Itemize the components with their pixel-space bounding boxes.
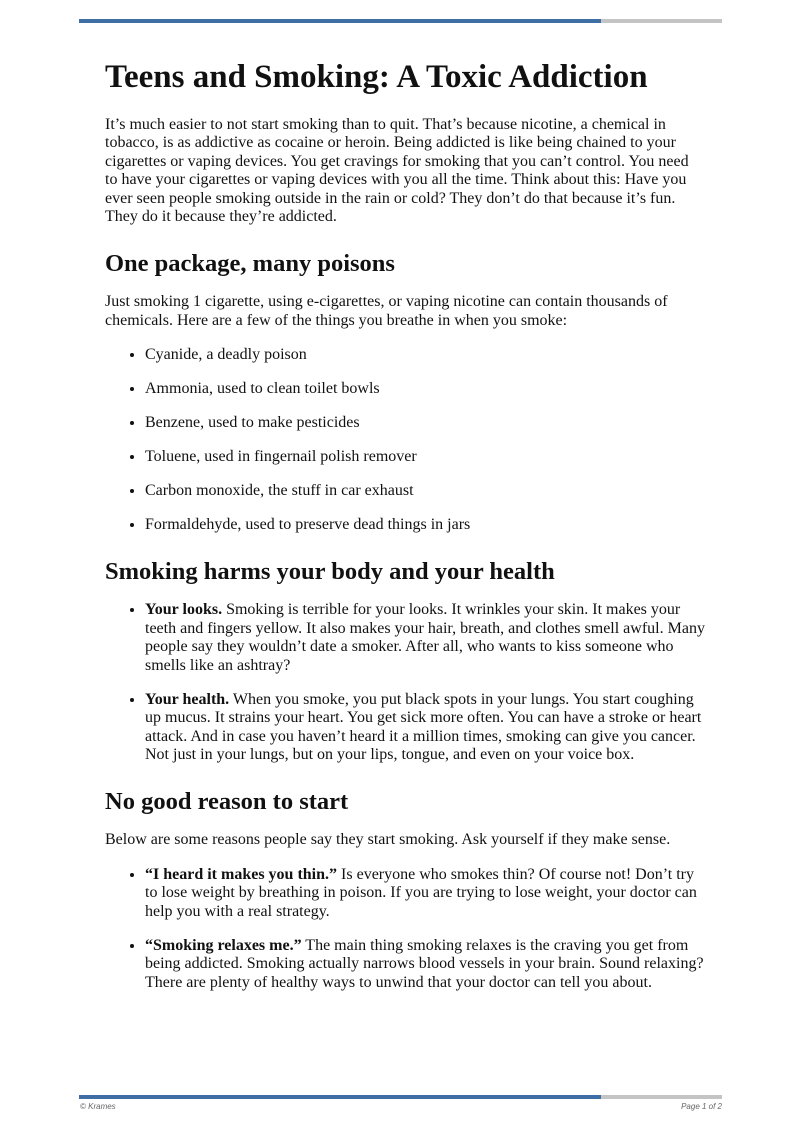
bottom-progress-bar xyxy=(79,1095,722,1099)
list-item: • Carbon monoxide, the stuff in car exhaust xyxy=(145,482,705,501)
list-item: • Cyanide, a deadly poison xyxy=(145,346,705,365)
item-lead: “I heard it makes you thin.” xyxy=(145,865,338,883)
item-lead: “Smoking relaxes me.” xyxy=(145,936,302,954)
footer-copyright: © Krames xyxy=(80,1102,116,1111)
section-heading-harms: Smoking harms your body and your health xyxy=(105,557,555,585)
top-progress-bar xyxy=(79,19,722,23)
list-item: • Formaldehyde, used to preserve dead things in jars xyxy=(145,516,705,535)
item-text: The main thing smoking relaxes is the craving you get from being addicted. Smoking actually narrows blood vessels in your brain. Sound relaxing? There are plenty of healthy ways to unwind that your doctor can tell you about. xyxy=(145,936,704,991)
list-item: • Benzene, used to make pesticides xyxy=(145,414,705,433)
top-progress-fill xyxy=(79,19,601,23)
item-text: Is everyone who smokes thin? Of course not! Don’t try to lose weight by breathing in poison. If you are trying to lose weight, your doctor can help you with a real strategy. xyxy=(145,865,697,920)
section-heading-poisons: One package, many poisons xyxy=(105,249,395,277)
list-item: • Ammonia, used to clean toilet bowls xyxy=(145,380,705,399)
item-text: Smoking is terrible for your looks. It wrinkles your skin. It makes your teeth and fingers yellow. It also makes your hair, breath, and clothes smell awful. Many people say they wouldn’t date a smoker. After all, who wants to kiss someone who smells like an ashtray? xyxy=(145,601,705,674)
reasons-list xyxy=(105,866,705,993)
intro-paragraph: It’s much easier to not start smoking than to quit. That’s because nicotine, a chemical in tobacco, is as addictive as cocaine or heroin. Being addicted is like being chained to your cigarettes or vaping devices. You get cravings for smoking that you can’t control. You need to have your cigarettes or vaping devices with you all the time. Think about this: Have you ever seen people smoking outside in the rain or cold? They don’t do that because it’s fun. They do it because they’re addicted. xyxy=(105,115,689,226)
footer-page-number: Page 1 of 2 xyxy=(681,1102,722,1111)
list-item: • Toluene, used in fingernail polish remover xyxy=(145,448,705,467)
list-item xyxy=(145,866,705,922)
item-lead: Your health. xyxy=(145,690,230,708)
section-paragraph-poisons: Just smoking 1 cigarette, using e-cigarettes, or vaping nicotine can contain thousands of chemicals. Here are a few of the things you breathe in when you smoke: xyxy=(105,293,668,329)
section-paragraph-reasons: Below are some reasons people say they start smoking. Ask yourself if they make sense. xyxy=(105,831,671,849)
document-body xyxy=(105,52,705,1008)
list-item xyxy=(145,937,705,993)
list-item xyxy=(145,601,705,675)
item-text: When you smoke, you put black spots in your lungs. You start coughing up mucus. It strains your heart. You get sick more often. You can have a stroke or heart attack. And in case you haven’t heard it a million times, smoking can give you cancer. Not just in your lungs, but on your lips, tongue, and even on your voice box. xyxy=(145,690,702,764)
item-lead: Your looks. xyxy=(145,601,223,619)
page-title: Teens and Smoking: A Toxic Addiction xyxy=(105,59,648,95)
poisons-list xyxy=(105,346,705,535)
section-heading-reasons: No good reason to start xyxy=(105,787,349,815)
harms-list xyxy=(105,601,705,765)
bottom-progress-fill xyxy=(79,1095,601,1099)
list-item xyxy=(145,691,705,765)
